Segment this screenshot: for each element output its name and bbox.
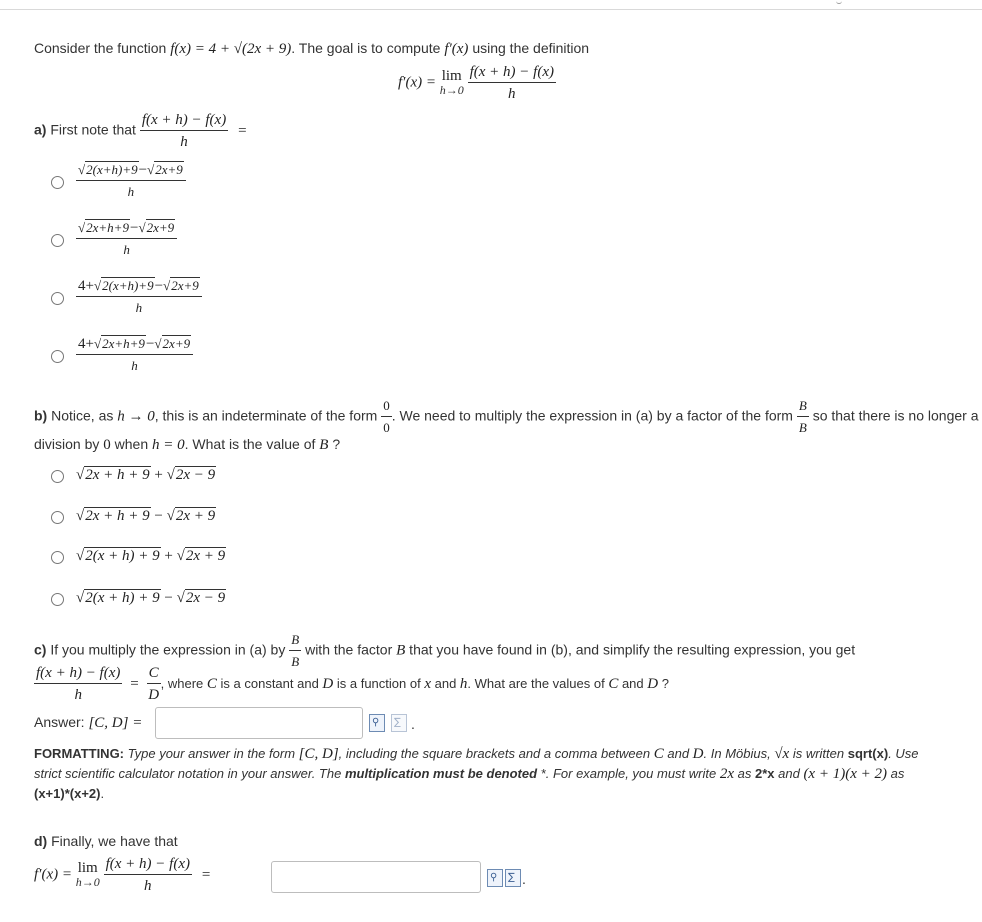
c-num: C bbox=[147, 665, 161, 684]
fmt-text-4: is written bbox=[789, 746, 848, 761]
lim-word: lim bbox=[441, 68, 462, 84]
part-b-option-1-radio[interactable] bbox=[51, 470, 64, 483]
fmt-c: C bbox=[653, 746, 664, 762]
fmt-d: D bbox=[692, 746, 704, 762]
radical-2: 2x+9 bbox=[155, 162, 183, 177]
option-denominator: h bbox=[127, 184, 135, 199]
zero-value: 0 bbox=[103, 437, 111, 453]
part-b-option-2-radio[interactable] bbox=[51, 511, 64, 524]
radical-2: 2x + 9 bbox=[185, 548, 226, 564]
operator: + bbox=[150, 467, 167, 483]
part-a-option-4-radio[interactable] bbox=[51, 350, 64, 363]
part-a-option-3[interactable] bbox=[76, 278, 202, 316]
radical-2: 2x − 9 bbox=[175, 467, 216, 483]
fmt-and: and bbox=[663, 746, 693, 761]
b-den: B bbox=[291, 654, 300, 669]
part-c-text-6: is a function of bbox=[333, 675, 425, 691]
part-b-text-7: . What is the value of bbox=[184, 436, 320, 452]
num-prefix: 4+ bbox=[78, 278, 94, 294]
intro-line bbox=[34, 40, 589, 58]
part-b-option-3[interactable]: √2(x + h) + 9 + √2x + 9 bbox=[76, 548, 226, 564]
option-denominator: h bbox=[123, 242, 130, 257]
part-a-label: a) bbox=[34, 121, 47, 138]
preview-icon-d[interactable]: ⚲ bbox=[487, 869, 503, 887]
fmt-prod: (x + 1)(x + 2) bbox=[803, 766, 887, 782]
radical-2: 2x + 9 bbox=[175, 508, 216, 524]
function-definition: f(x) = 4 + √(2x + 9) bbox=[170, 41, 292, 57]
h-equals-zero: h = 0 bbox=[152, 437, 185, 453]
fmt-2star: 2*x bbox=[754, 766, 775, 781]
num-minus: − bbox=[138, 162, 148, 178]
part-a-text: First note that bbox=[46, 121, 140, 138]
dq-numerator: f(x + h) − f(x) bbox=[468, 64, 556, 83]
radical-1: 2x+h+9 bbox=[102, 336, 145, 351]
part-d-text: Finally, we have that bbox=[47, 833, 178, 849]
zero-den: 0 bbox=[383, 420, 390, 435]
part-b-option-2[interactable]: √2x + h + 9 − √2x + 9 bbox=[76, 508, 216, 524]
part-b-text-6: when bbox=[110, 436, 153, 452]
part-a-option-1-radio[interactable] bbox=[51, 176, 64, 189]
difference-quotient bbox=[468, 64, 556, 102]
part-c-text-8: ? bbox=[658, 675, 669, 691]
b-den: B bbox=[798, 420, 807, 435]
dq-denominator: h bbox=[508, 86, 516, 102]
part-c-text-3: that you have found in (b), and simplify the resulting expression, you get bbox=[405, 641, 856, 658]
preview-icon[interactable]: ⚲ bbox=[369, 714, 385, 732]
part-a-quotient bbox=[140, 112, 228, 150]
fmt-text-10: as bbox=[886, 766, 905, 781]
equals: = bbox=[130, 675, 139, 692]
part-b-option-4-radio[interactable] bbox=[51, 593, 64, 606]
part-b-line-1 bbox=[34, 398, 978, 436]
fmt-2x: 2x bbox=[719, 766, 735, 782]
fmt-text-7: *. For example, you must write bbox=[537, 766, 720, 781]
limit bbox=[440, 69, 464, 97]
answer-input-c[interactable] bbox=[155, 707, 363, 739]
part-a-option-2-radio[interactable] bbox=[51, 234, 64, 247]
lim-word: lim bbox=[77, 860, 98, 876]
b-num: B bbox=[289, 632, 301, 651]
part-c-text-5: is a constant and bbox=[216, 675, 323, 691]
answer-text: Answer: bbox=[34, 714, 89, 730]
option-numerator: 4+√2(x+h)+9−√2x+9 bbox=[76, 278, 202, 297]
option-numerator: √2(x+h)+9−√2x+9 bbox=[76, 162, 186, 181]
c-symbol: C bbox=[206, 675, 217, 692]
fmt-text-6: strict scientific calculator notation in your answer. The bbox=[34, 766, 345, 781]
part-a-option-1[interactable] bbox=[76, 162, 186, 200]
zero-num: 0 bbox=[381, 398, 392, 417]
part-d-prompt bbox=[34, 833, 178, 849]
fmt-text-3: . In Möbius, bbox=[703, 746, 775, 761]
num-minus: − bbox=[154, 278, 164, 294]
h-to-zero: h → 0 bbox=[117, 408, 155, 425]
part-c-text-7: . What are the values of bbox=[467, 675, 609, 691]
answer-input-d[interactable] bbox=[271, 861, 481, 893]
radical-1: 2(x+h)+9 bbox=[86, 162, 138, 177]
fmt-text-8: as bbox=[734, 766, 755, 781]
part-c-text-4: , where bbox=[160, 675, 207, 691]
b-over-b bbox=[797, 398, 809, 436]
c-symbol-2: C bbox=[608, 675, 619, 692]
dq-numerator: f(x + h) − f(x) bbox=[104, 856, 192, 875]
dq-numerator: f(x + h) − f(x) bbox=[34, 665, 122, 684]
formatting-line-3 bbox=[34, 786, 104, 801]
part-b-text-3: . We need to multiply the expression in (a) by a factor of the form bbox=[391, 407, 797, 424]
part-d-quotient bbox=[104, 856, 192, 894]
b-symbol: B bbox=[396, 642, 406, 659]
part-d-equation bbox=[34, 856, 210, 894]
x-symbol: x bbox=[424, 675, 431, 692]
part-d-limit bbox=[76, 861, 100, 889]
operator: − bbox=[150, 508, 167, 524]
equation-editor-icon-d[interactable]: ∑ bbox=[505, 869, 521, 887]
option-numerator: √2x+h+9−√2x+9 bbox=[76, 220, 177, 239]
formatting-title: FORMATTING: bbox=[34, 746, 125, 761]
answer-label bbox=[34, 714, 142, 732]
part-b-option-4[interactable]: √2(x + h) + 9 − √2x − 9 bbox=[76, 590, 226, 606]
d-symbol-2: D bbox=[647, 675, 659, 692]
d-symbol: D bbox=[322, 675, 334, 692]
part-c-quotient bbox=[34, 665, 122, 703]
fmt-text-5: . Use bbox=[888, 746, 919, 761]
part-b-text-2: , this is an indeterminate of the form bbox=[154, 407, 382, 424]
lim-subscript: h→0 bbox=[439, 83, 464, 97]
formatting-line-2 bbox=[34, 766, 904, 783]
derivative-symbol: f′(x) bbox=[444, 41, 469, 57]
intro-text-2: . The goal is to compute bbox=[291, 40, 445, 56]
intro-text: Consider the function bbox=[34, 40, 171, 56]
dq-denominator: h bbox=[74, 687, 82, 703]
top-divider bbox=[0, 9, 982, 10]
fmt-text-9: and bbox=[774, 766, 804, 781]
formatting-line-1 bbox=[34, 746, 919, 763]
part-b-option-1[interactable]: √2x + h + 9 + √2x − 9 bbox=[76, 467, 216, 483]
part-c-line-2 bbox=[34, 665, 669, 703]
radical-1: 2(x+h)+9 bbox=[102, 278, 154, 293]
part-c-text-1: If you multiply the expression in (a) by bbox=[46, 641, 290, 658]
fmt-form: [C, D] bbox=[298, 746, 339, 762]
d-den: D bbox=[148, 687, 160, 703]
radical-1: 2x+h+9 bbox=[86, 220, 129, 235]
dq-denominator: h bbox=[144, 878, 152, 894]
fmt-prod-star: (x+1)*(x+2) bbox=[34, 786, 101, 801]
radical-2: 2x+9 bbox=[171, 278, 199, 293]
radical-2: 2x − 9 bbox=[185, 590, 226, 606]
part-b-text-4: so that there is no longer a bbox=[808, 407, 979, 424]
intro-text-3: using the definition bbox=[468, 40, 590, 56]
option-denominator: h bbox=[135, 300, 143, 315]
part-b-option-3-radio[interactable] bbox=[51, 551, 64, 564]
part-b-line-2 bbox=[34, 436, 340, 454]
operator: − bbox=[160, 590, 177, 606]
lim-subscript: h→0 bbox=[75, 875, 100, 889]
radical-2: 2x+9 bbox=[162, 336, 191, 351]
part-a-option-3-radio[interactable] bbox=[51, 292, 64, 305]
fmt-sqrt: sqrt(x) bbox=[847, 746, 889, 761]
part-a-option-4[interactable] bbox=[76, 336, 193, 374]
derivative-definition bbox=[398, 64, 556, 102]
num-prefix: 4+ bbox=[78, 336, 94, 352]
radical-1: 2(x + h) + 9 bbox=[85, 548, 160, 564]
part-b-text-8: ? bbox=[328, 436, 341, 452]
radical-2: 2x+9 bbox=[146, 220, 175, 235]
part-d-lhs: f′(x) = bbox=[34, 866, 76, 883]
fmt-period: . bbox=[100, 786, 105, 801]
part-a-equals: = bbox=[238, 122, 247, 139]
fmt-text-2: , including the square brackets and a comma between bbox=[338, 746, 654, 761]
part-a-prompt bbox=[34, 112, 247, 150]
equation-editor-icon[interactable]: ∑ bbox=[391, 714, 407, 732]
period: . bbox=[411, 716, 415, 732]
b-symbol: B bbox=[319, 437, 329, 453]
part-a-dq-denominator: h bbox=[180, 134, 188, 150]
b-num: B bbox=[797, 398, 809, 417]
fmt-text-1: Type your answer in the form bbox=[124, 746, 299, 761]
option-denominator: h bbox=[131, 358, 138, 373]
radical-1: 2(x + h) + 9 bbox=[85, 590, 160, 606]
zero-over-zero bbox=[381, 398, 392, 436]
part-c-text-2: with the factor bbox=[301, 641, 397, 658]
part-b-label: b) bbox=[34, 407, 48, 424]
part-a-dq-numerator: f(x + h) − f(x) bbox=[140, 112, 228, 131]
radical-1: 2x + h + 9 bbox=[85, 508, 150, 524]
part-b-text-1: Notice, as bbox=[47, 407, 118, 424]
part-c-label: c) bbox=[34, 641, 47, 658]
option-numerator: 4+√2x+h+9−√2x+9 bbox=[76, 336, 193, 355]
operator: + bbox=[160, 548, 177, 564]
fmt-sqrtx: √x bbox=[774, 746, 790, 762]
h-symbol: h bbox=[459, 675, 468, 692]
fmt-mult: multiplication must be denoted bbox=[344, 766, 538, 781]
radical-1: 2x + h + 9 bbox=[85, 467, 150, 483]
part-d-label: d) bbox=[34, 833, 48, 849]
definition-lhs: f′(x) = bbox=[398, 74, 440, 91]
and-text-2: and bbox=[618, 675, 648, 691]
part-b-text-5: division by bbox=[34, 436, 104, 452]
c-over-d bbox=[147, 665, 161, 703]
top-scroll-mark bbox=[836, 0, 842, 4]
num-minus: − bbox=[129, 220, 139, 236]
part-d-equals: = bbox=[201, 866, 211, 883]
part-a-option-2[interactable] bbox=[76, 220, 177, 258]
and-text: and bbox=[431, 675, 460, 691]
period-d: . bbox=[522, 871, 526, 887]
num-minus: − bbox=[145, 336, 155, 352]
answer-math: [C, D] = bbox=[88, 715, 143, 731]
